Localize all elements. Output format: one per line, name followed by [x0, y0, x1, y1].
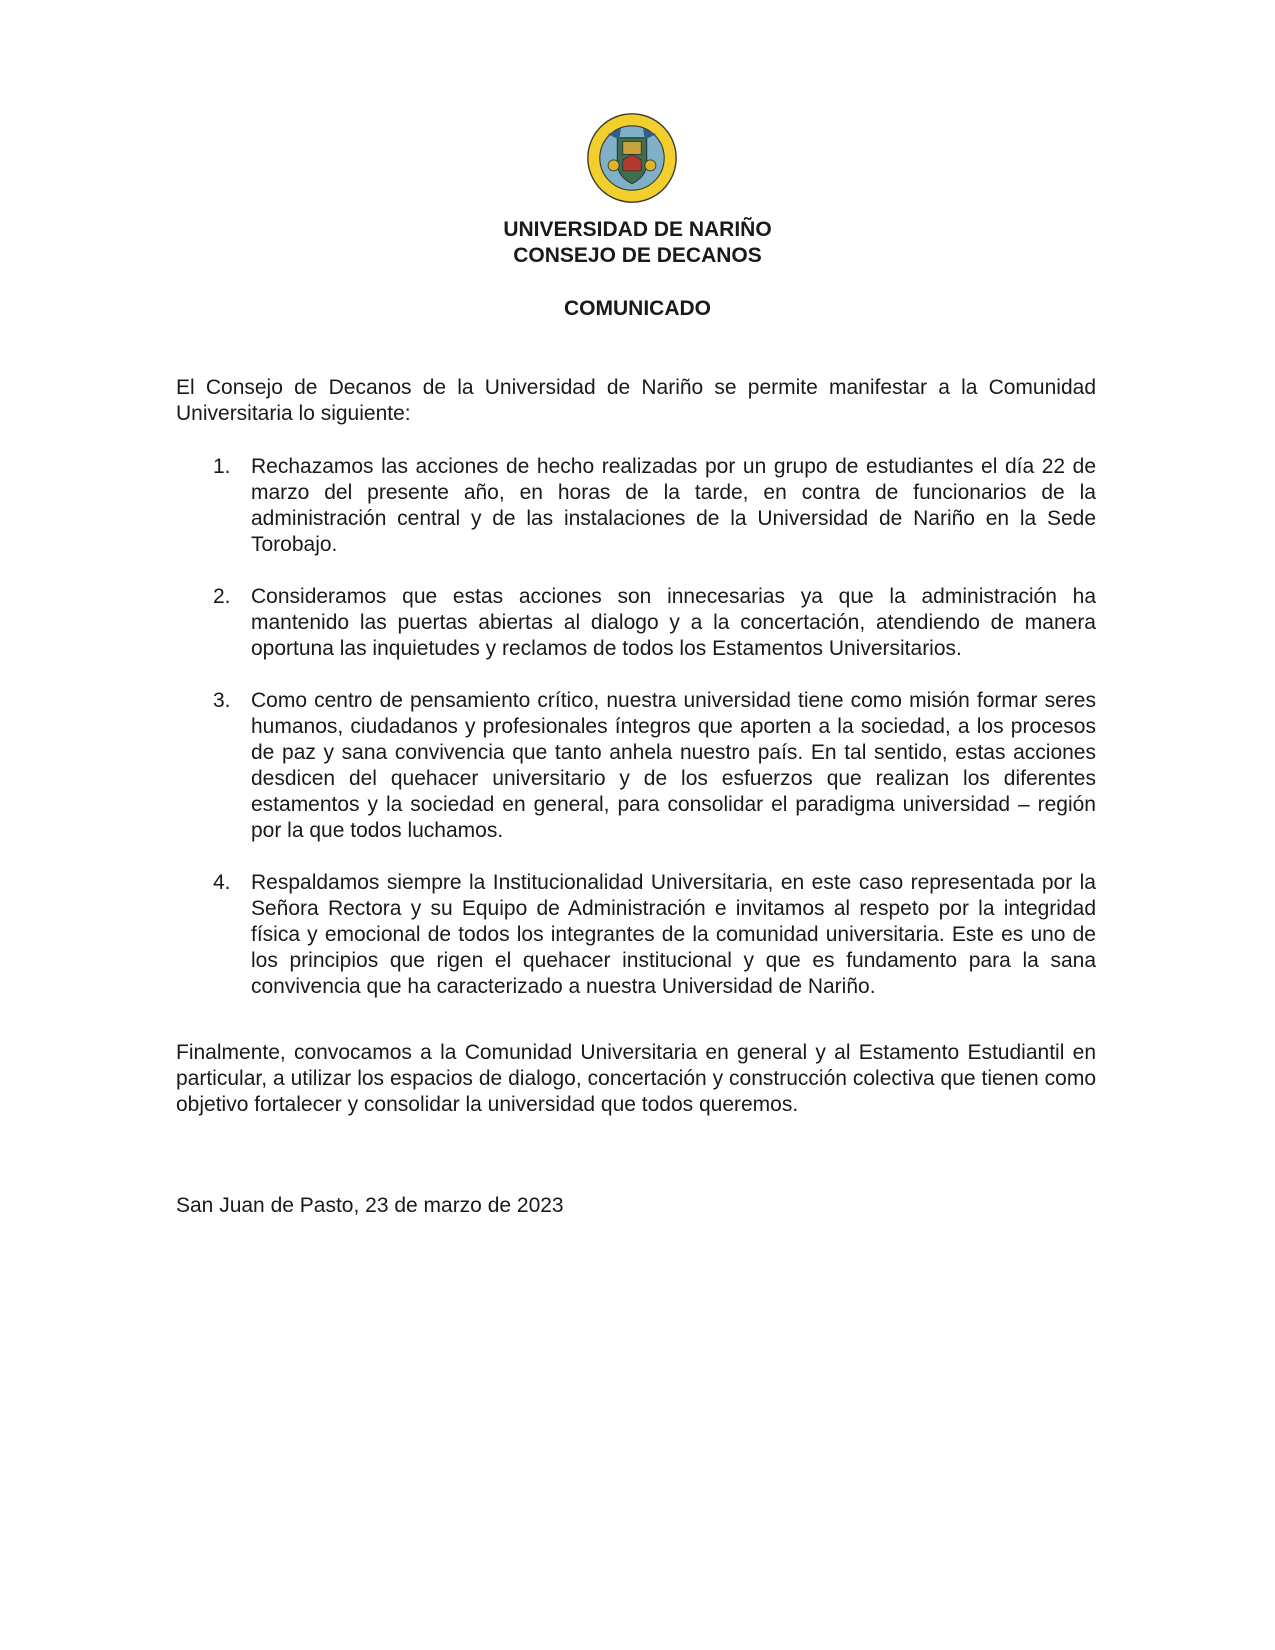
list-item-number: 1. [213, 455, 231, 478]
place-and-date: San Juan de Pasto, 23 de marzo de 2023 [176, 1194, 564, 1217]
institution-name: UNIVERSIDAD DE NARIÑO [503, 218, 772, 241]
list-item-number: 3. [213, 689, 231, 712]
university-seal-logo [586, 112, 678, 204]
statement-list [176, 454, 1096, 1026]
document-title: COMUNICADO [564, 297, 711, 320]
intro-paragraph: El Consejo de Decanos de la Universidad de Nariño se permite manifestar a la Comunidad Universitaria lo siguiente: [176, 376, 1096, 425]
list-item-number: 2. [213, 585, 231, 608]
list-item-text: Respaldamos siempre la Institucionalidad Universitaria, en este caso representada por la Señora Rectora y su Equipo de Administración e invitamos al respeto por la integridad física y emocional de todos los integrantes de la comunidad universitaria. Este es uno de los principios que rigen el quehacer institucional y que es fundamento para la sana convivencia que ha caracterizado a nuestra Universidad de Nariño. [251, 871, 1096, 998]
closing-paragraph: Finalmente, convocamos a la Comunidad Universitaria en general y al Estamento Estudiantil en particular, a utilizar los espacios de dialogo, concertación y construcción colectiva que tienen como objetivo fortalecer y consolidar la universidad que todos queremos. [176, 1041, 1096, 1116]
list-item-text: Como centro de pensamiento crítico, nuestra universidad tiene como misión formar seres humanos, ciudadanos y profesionales íntegros que aporten a la sociedad, a los procesos de paz y sana convivencia que tanto anhela nuestro país. En tal sentido, estas acciones desdicen del quehacer universitario y de los esfuerzos que realizan los diferentes estamentos y la sociedad en general, para consolidar el paradigma universidad – región por la que todos luchamos. [251, 689, 1096, 842]
list-item [176, 584, 1096, 662]
list-item [176, 454, 1096, 558]
list-item [176, 870, 1096, 1000]
list-item-number: 4. [213, 871, 231, 894]
list-item [176, 688, 1096, 844]
council-name: CONSEJO DE DECANOS [513, 244, 762, 267]
list-item-text: Rechazamos las acciones de hecho realizadas por un grupo de estudiantes el día 22 de marzo del presente año, en horas de la tarde, en contra de funcionarios de la administración central y de las instalaciones de la Universidad de Nariño en la Sede Torobajo. [251, 455, 1096, 556]
list-item-text: Consideramos que estas acciones son innecesarias ya que la administración ha mantenido las puertas abiertas al dialogo y a la concertación, atendiendo de manera oportuna las inquietudes y reclamos de todos los Estamentos Universitarios. [251, 585, 1096, 660]
